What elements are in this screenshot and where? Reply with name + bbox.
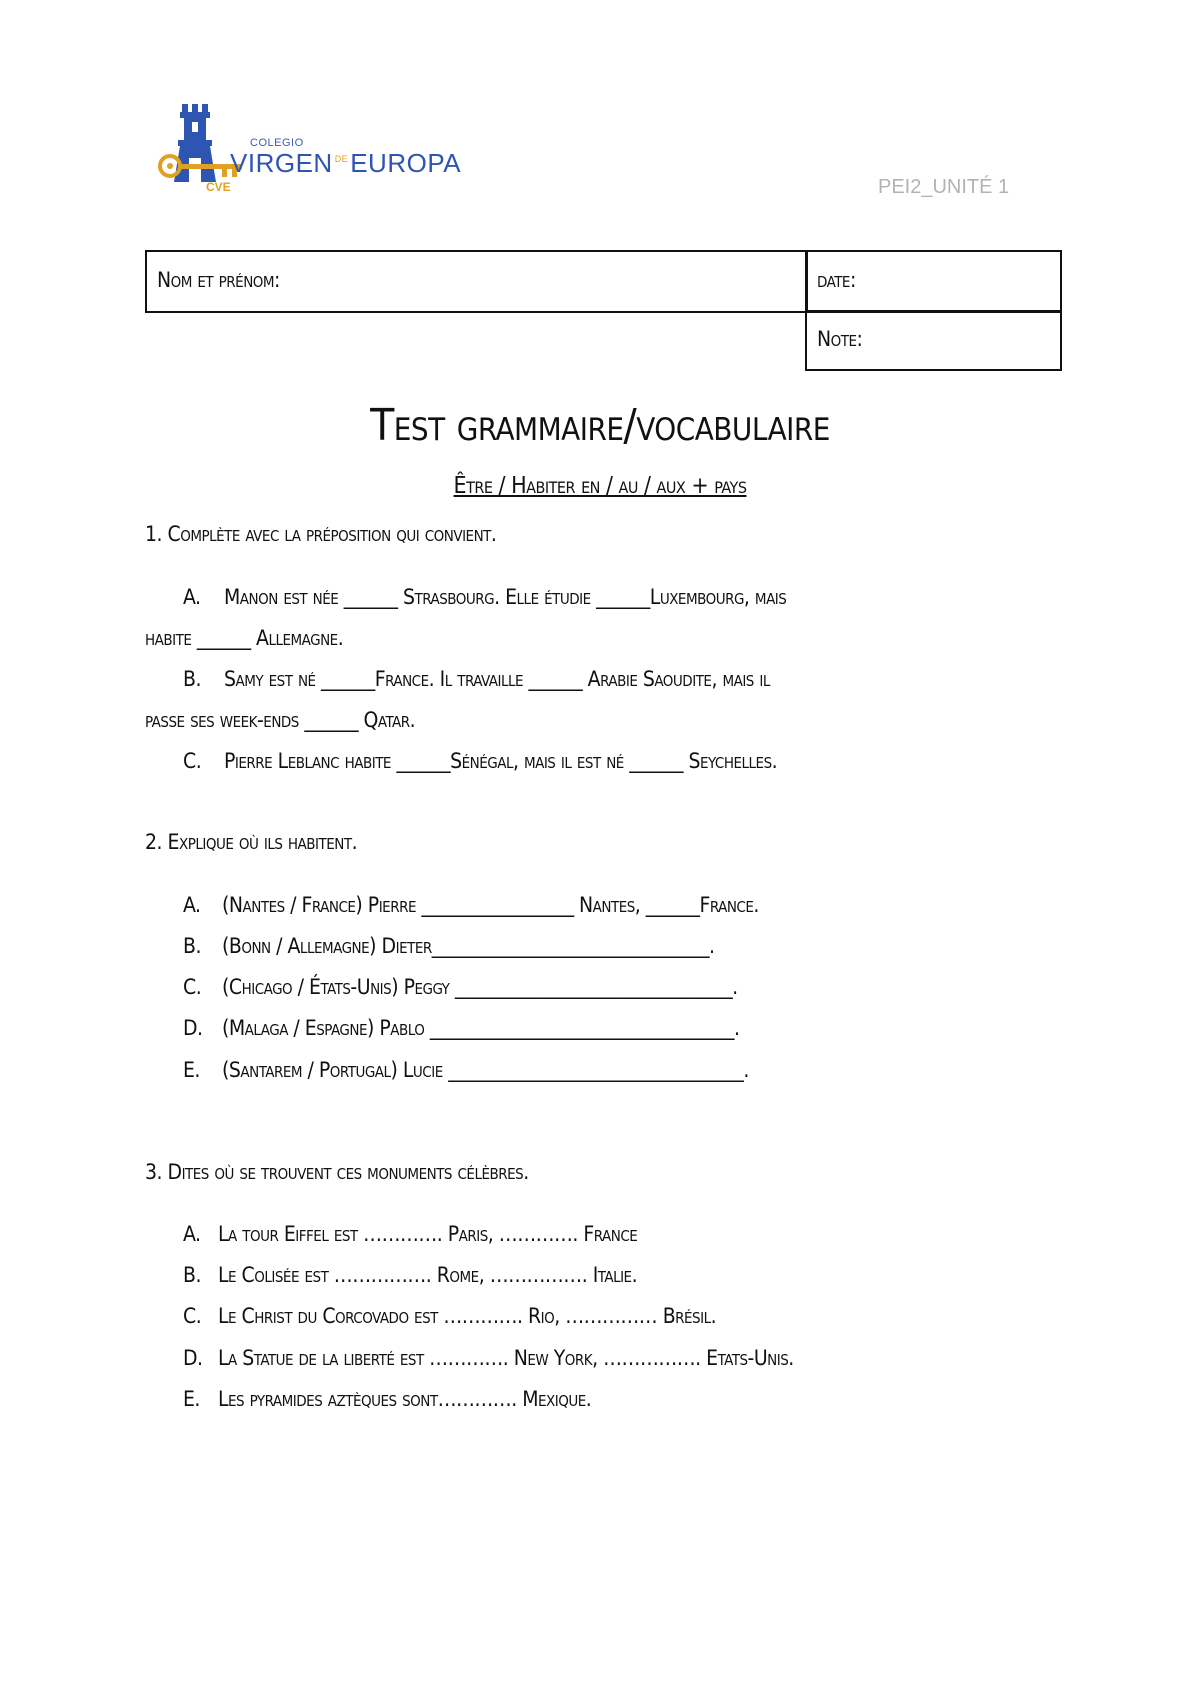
logo-colegio-text: COLEGIO [250, 137, 304, 149]
date-field-box[interactable] [805, 250, 1062, 313]
exercise-1-item-letter: C. [183, 749, 202, 773]
exercise-1-item-letter: B. [183, 667, 201, 691]
exercise-1-item-text-cont: habite ______ Allemagne. [145, 626, 344, 650]
exercise-3-item-text: La Statue de la liberté est …………. New York, ……………. Etats-Unis. [218, 1346, 794, 1370]
exercise-3-item-text: Le Christ du Corcovado est …………. Rio, …………… Brésil. [218, 1304, 717, 1328]
exercise-3-item-letter: A. [183, 1222, 201, 1246]
exercise-1-item-text-cont: passe ses week-ends ______ Qatar. [145, 708, 416, 732]
exercise-3-item-letter: E. [183, 1387, 200, 1411]
name-label: Nom et prénom: [157, 268, 280, 292]
exercise-2-item-letter: C. [183, 975, 202, 999]
date-label: date: [817, 268, 856, 292]
exercise-3-item-text: Le Colisée est ……………. Rome, ……………. Italie. [218, 1263, 638, 1287]
exercise-2-item-text: (Chicago / États-Unis) Peggy _______________________________. [222, 975, 738, 999]
note-field-box[interactable] [805, 310, 1062, 371]
exercise-2-heading: 2. Explique où ils habitent. [145, 830, 358, 854]
exercise-2-item-text: (Nantes / France) Pierre _________________ Nantes, ______France. [222, 893, 759, 917]
page-title: Test grammaire/vocabulaire [370, 400, 830, 451]
exercise-2-item-letter: D. [183, 1016, 203, 1040]
note-label: Note: [817, 327, 863, 351]
exercise-3-item-letter: C. [183, 1304, 202, 1328]
exercise-1-item-text: Samy est né ______France. Il travaille ______ Arabie Saoudite, mais il [224, 667, 770, 691]
logo-name-right: EUROPA [350, 148, 462, 178]
logo-name [230, 148, 461, 179]
exercise-3-item-letter: D. [183, 1346, 203, 1370]
exercise-1-item-text: Manon est née ______ Strasbourg. Elle étudie ______Luxembourg, mais [224, 585, 787, 609]
logo-initials: CVE [206, 180, 231, 194]
exercise-1-item-text: Pierre Leblanc habite ______Sénégal, mais il est né ______ Seychelles. [224, 749, 778, 773]
exercise-2-item-letter: A. [183, 893, 201, 917]
unit-label: PEI2_UNITÉ 1 [878, 176, 1010, 198]
exercise-2-item-text: (Malaga / Espagne) Pablo __________________________________. [222, 1016, 740, 1040]
page-subtitle: Être / Habiter en / au / aux + pays [453, 473, 747, 499]
exercise-2-item-letter: E. [183, 1058, 200, 1082]
exercise-1-item-letter: A. [183, 585, 201, 609]
exercise-2-item-letter: B. [183, 934, 201, 958]
logo-name-left: VIRGEN [230, 148, 333, 178]
exercise-3-item-text: Les pyramides aztèques sont…………. Mexique. [218, 1387, 592, 1411]
exercise-1-heading: 1. Complète avec la préposition qui convient. [145, 522, 497, 546]
exercise-3-item-text: La tour Eiffel est …………. Paris, …………. France [218, 1222, 638, 1246]
logo-name-de: DE [334, 154, 349, 165]
exercise-3-heading: 3. Dites où se trouvent ces monuments célèbres. [145, 1160, 529, 1184]
exercise-3-item-letter: B. [183, 1263, 201, 1287]
name-field-box[interactable] [145, 250, 808, 313]
exercise-2-item-text: (Santarem / Portugal) Lucie _________________________________. [222, 1058, 749, 1082]
exercise-2-item-text: (Bonn / Allemagne) Dieter_______________________________. [222, 934, 715, 958]
